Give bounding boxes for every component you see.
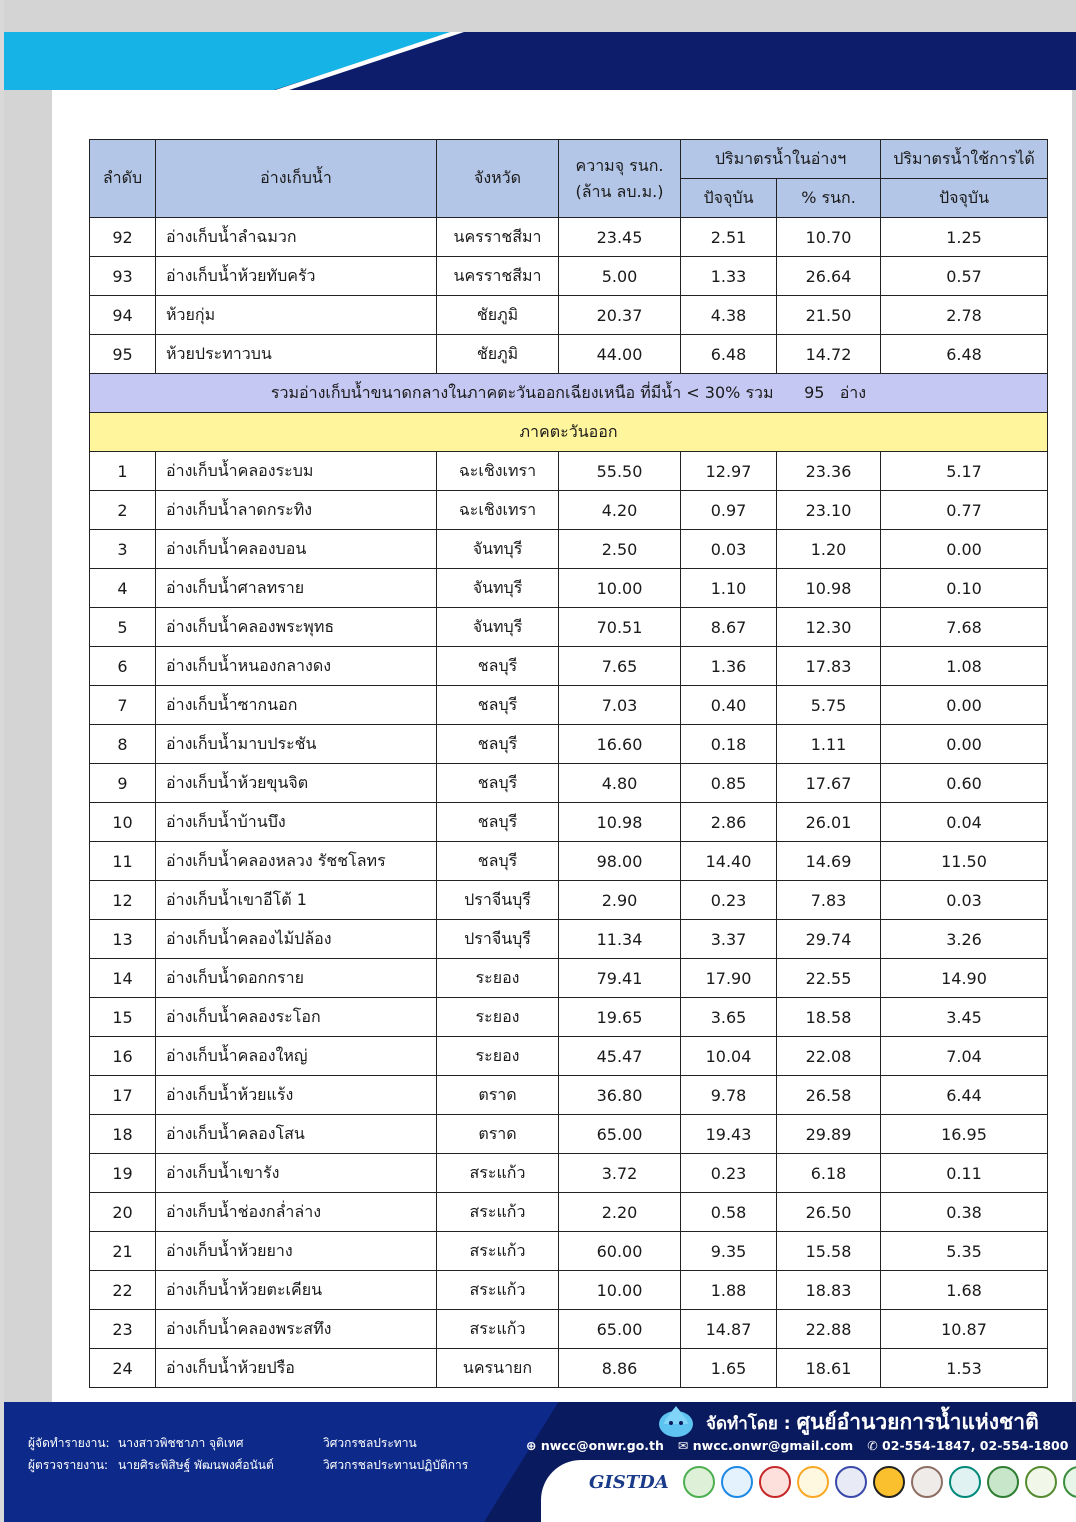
table-row bbox=[90, 257, 1048, 296]
row-number: 18 bbox=[90, 1115, 156, 1154]
region-label: ภาคตะวันออก bbox=[90, 413, 1048, 452]
table-row bbox=[90, 569, 1048, 608]
table-body-northeast bbox=[90, 218, 1048, 374]
province-name: ปราจีนบุรี bbox=[437, 920, 559, 959]
website-contact[interactable] bbox=[526, 1438, 664, 1453]
row-number: 24 bbox=[90, 1349, 156, 1388]
table-body-east bbox=[90, 452, 1048, 1388]
org-prefix: จัดทำโดย : bbox=[706, 1414, 791, 1434]
org-name: ศูนย์อำนวยการน้ำแห่งชาติ bbox=[796, 1410, 1039, 1434]
current-volume-value: 6.48 bbox=[681, 335, 777, 374]
current-volume-value: 0.23 bbox=[681, 1154, 777, 1193]
capacity-value: 11.34 bbox=[559, 920, 681, 959]
table-row bbox=[90, 803, 1048, 842]
table-row bbox=[90, 1349, 1048, 1388]
reservoir-name: อ่างเก็บน้ำช่องกล่ำล่าง bbox=[156, 1193, 437, 1232]
capacity-value: 16.60 bbox=[559, 725, 681, 764]
capacity-value: 3.72 bbox=[559, 1154, 681, 1193]
percent-capacity-value: 18.61 bbox=[777, 1349, 881, 1388]
capacity-value: 10.00 bbox=[559, 1271, 681, 1310]
percent-capacity-value: 12.30 bbox=[777, 608, 881, 647]
table-row bbox=[90, 1232, 1048, 1271]
usable-volume-value: 0.57 bbox=[881, 257, 1048, 296]
reservoir-table bbox=[89, 139, 1048, 1388]
usable-volume-value: 0.38 bbox=[881, 1193, 1048, 1232]
usable-volume-value: 7.04 bbox=[881, 1037, 1048, 1076]
table-row bbox=[90, 296, 1048, 335]
reporter-label: ผู้จัดทำรายงาน: bbox=[28, 1436, 110, 1450]
province-name: สระแก้ว bbox=[437, 1232, 559, 1271]
partner-logo-10-icon bbox=[1025, 1466, 1057, 1498]
table-row bbox=[90, 1115, 1048, 1154]
row-number: 8 bbox=[90, 725, 156, 764]
province-name: จันทบุรี bbox=[437, 569, 559, 608]
partner-logo-3-icon bbox=[759, 1466, 791, 1498]
percent-capacity-value: 7.83 bbox=[777, 881, 881, 920]
capacity-value: 44.00 bbox=[559, 335, 681, 374]
reviewer-label: ผู้ตรวจรายงาน: bbox=[28, 1458, 109, 1472]
current-volume-value: 10.04 bbox=[681, 1037, 777, 1076]
province-name: ชัยภูมิ bbox=[437, 296, 559, 335]
table-row bbox=[90, 1193, 1048, 1232]
province-name: จันทบุรี bbox=[437, 608, 559, 647]
usable-volume-value: 6.44 bbox=[881, 1076, 1048, 1115]
reviewer-row bbox=[28, 1454, 468, 1476]
capacity-value: 55.50 bbox=[559, 452, 681, 491]
reservoir-name: อ่างเก็บน้ำดอกกราย bbox=[156, 959, 437, 998]
percent-capacity-value: 18.58 bbox=[777, 998, 881, 1037]
percent-capacity-value: 29.74 bbox=[777, 920, 881, 959]
capacity-value: 2.50 bbox=[559, 530, 681, 569]
row-number: 2 bbox=[90, 491, 156, 530]
usable-volume-value: 7.68 bbox=[881, 608, 1048, 647]
current-volume-value: 8.67 bbox=[681, 608, 777, 647]
percent-capacity-value: 26.50 bbox=[777, 1193, 881, 1232]
gistda-logo: GISTDA bbox=[589, 1471, 669, 1493]
percent-capacity-value: 17.67 bbox=[777, 764, 881, 803]
percent-capacity-value: 10.70 bbox=[777, 218, 881, 257]
reservoir-name: อ่างเก็บน้ำคลองไม้ปล้อง bbox=[156, 920, 437, 959]
row-number: 23 bbox=[90, 1310, 156, 1349]
capacity-value: 65.00 bbox=[559, 1115, 681, 1154]
percent-capacity-value: 22.88 bbox=[777, 1310, 881, 1349]
province-name: สระแก้ว bbox=[437, 1154, 559, 1193]
current-volume-value: 0.85 bbox=[681, 764, 777, 803]
reservoir-name: ห้วยประทาวบน bbox=[156, 335, 437, 374]
usable-volume-value: 5.17 bbox=[881, 452, 1048, 491]
current-volume-value: 9.78 bbox=[681, 1076, 777, 1115]
header-volume-pct: % รนก. bbox=[777, 179, 881, 218]
percent-capacity-value: 15.58 bbox=[777, 1232, 881, 1271]
header-volume-current: ปัจจุบัน bbox=[681, 179, 777, 218]
partner-logo-11-icon bbox=[1063, 1466, 1076, 1498]
table-row bbox=[90, 1076, 1048, 1115]
usable-volume-value: 14.90 bbox=[881, 959, 1048, 998]
province-name: ชัยภูมิ bbox=[437, 335, 559, 374]
usable-volume-value: 0.10 bbox=[881, 569, 1048, 608]
current-volume-value: 19.43 bbox=[681, 1115, 777, 1154]
partner-logos bbox=[589, 1466, 1076, 1498]
capacity-value: 5.00 bbox=[559, 257, 681, 296]
contact-info bbox=[526, 1438, 1068, 1453]
province-name: สระแก้ว bbox=[437, 1310, 559, 1349]
capacity-value: 19.65 bbox=[559, 998, 681, 1037]
percent-capacity-value: 26.01 bbox=[777, 803, 881, 842]
reservoir-name: อ่างเก็บน้ำคลองบอน bbox=[156, 530, 437, 569]
percent-capacity-value: 26.58 bbox=[777, 1076, 881, 1115]
province-name: ตราด bbox=[437, 1076, 559, 1115]
current-volume-value: 9.35 bbox=[681, 1232, 777, 1271]
email-text: nwcc.onwr@gmail.com bbox=[692, 1438, 854, 1453]
province-name: ชลบุรี bbox=[437, 842, 559, 881]
usable-volume-value: 0.04 bbox=[881, 803, 1048, 842]
row-number: 15 bbox=[90, 998, 156, 1037]
usable-volume-value: 5.35 bbox=[881, 1232, 1048, 1271]
phone-icon: ✆ bbox=[867, 1438, 883, 1453]
province-name: ชลบุรี bbox=[437, 764, 559, 803]
row-number: 94 bbox=[90, 296, 156, 335]
row-number: 14 bbox=[90, 959, 156, 998]
current-volume-value: 0.97 bbox=[681, 491, 777, 530]
usable-volume-value: 0.60 bbox=[881, 764, 1048, 803]
row-number: 92 bbox=[90, 218, 156, 257]
summary-row bbox=[90, 374, 1048, 413]
current-volume-value: 1.33 bbox=[681, 257, 777, 296]
current-volume-value: 1.10 bbox=[681, 569, 777, 608]
usable-volume-value: 1.25 bbox=[881, 218, 1048, 257]
percent-capacity-value: 10.98 bbox=[777, 569, 881, 608]
current-volume-value: 0.03 bbox=[681, 530, 777, 569]
capacity-value: 10.00 bbox=[559, 569, 681, 608]
report-credits bbox=[28, 1432, 468, 1476]
partner-logo-6-icon bbox=[873, 1466, 905, 1498]
usable-volume-value: 16.95 bbox=[881, 1115, 1048, 1154]
row-number: 22 bbox=[90, 1271, 156, 1310]
header-usable-group: ปริมาตรน้ำใช้การได้ bbox=[881, 140, 1048, 179]
table-row bbox=[90, 1310, 1048, 1349]
usable-volume-value: 0.11 bbox=[881, 1154, 1048, 1193]
current-volume-value: 2.51 bbox=[681, 218, 777, 257]
province-name: ปราจีนบุรี bbox=[437, 881, 559, 920]
percent-capacity-value: 21.50 bbox=[777, 296, 881, 335]
reservoir-name: อ่างเก็บน้ำเขารัง bbox=[156, 1154, 437, 1193]
table-body-separators bbox=[90, 374, 1048, 452]
website-text: nwcc@onwr.go.th bbox=[540, 1438, 664, 1453]
header-no: ลำดับ bbox=[90, 140, 156, 218]
province-name: ชลบุรี bbox=[437, 686, 559, 725]
row-number: 19 bbox=[90, 1154, 156, 1193]
percent-capacity-value: 5.75 bbox=[777, 686, 881, 725]
current-volume-value: 3.37 bbox=[681, 920, 777, 959]
table-row bbox=[90, 920, 1048, 959]
reservoir-name: อ่างเก็บน้ำคลองระโอก bbox=[156, 998, 437, 1037]
table-row bbox=[90, 842, 1048, 881]
top-banner bbox=[4, 32, 1076, 90]
header-reservoir: อ่างเก็บน้ำ bbox=[156, 140, 437, 218]
reservoir-name: อ่างเก็บน้ำคลองระบม bbox=[156, 452, 437, 491]
table-row bbox=[90, 452, 1048, 491]
reservoir-name: อ่างเก็บน้ำห้วยยาง bbox=[156, 1232, 437, 1271]
current-volume-value: 0.58 bbox=[681, 1193, 777, 1232]
current-volume-value: 1.65 bbox=[681, 1349, 777, 1388]
table-row bbox=[90, 530, 1048, 569]
row-number: 95 bbox=[90, 335, 156, 374]
reservoir-name: อ่างเก็บน้ำห้วยแร้ง bbox=[156, 1076, 437, 1115]
capacity-value: 2.90 bbox=[559, 881, 681, 920]
reporter-role: วิศวกรชลประทาน bbox=[323, 1436, 417, 1450]
capacity-value: 4.20 bbox=[559, 491, 681, 530]
current-volume-value: 14.87 bbox=[681, 1310, 777, 1349]
current-volume-value: 0.18 bbox=[681, 725, 777, 764]
current-volume-value: 0.40 bbox=[681, 686, 777, 725]
percent-capacity-value: 23.36 bbox=[777, 452, 881, 491]
usable-volume-value: 2.78 bbox=[881, 296, 1048, 335]
capacity-value: 10.98 bbox=[559, 803, 681, 842]
province-name: ฉะเชิงเทรา bbox=[437, 452, 559, 491]
summary-text: รวมอ่างเก็บน้ำขนาดกลางในภาคตะวันออกเฉียงเหนือ ที่มีน้ำ < 30% รวม 95 อ่าง bbox=[90, 374, 1048, 413]
globe-icon: ⊕ bbox=[526, 1438, 541, 1453]
table-row bbox=[90, 608, 1048, 647]
percent-capacity-value: 14.69 bbox=[777, 842, 881, 881]
reservoir-name: อ่างเก็บน้ำลำฉมวก bbox=[156, 218, 437, 257]
capacity-value: 60.00 bbox=[559, 1232, 681, 1271]
capacity-value: 4.80 bbox=[559, 764, 681, 803]
capacity-value: 7.65 bbox=[559, 647, 681, 686]
province-name: สระแก้ว bbox=[437, 1193, 559, 1232]
table-row bbox=[90, 959, 1048, 998]
reservoir-name: อ่างเก็บน้ำซากนอก bbox=[156, 686, 437, 725]
province-name: ระยอง bbox=[437, 1037, 559, 1076]
province-name: ตราด bbox=[437, 1115, 559, 1154]
usable-volume-value: 0.03 bbox=[881, 881, 1048, 920]
usable-volume-value: 0.00 bbox=[881, 725, 1048, 764]
reporter-row bbox=[28, 1432, 468, 1454]
row-number: 3 bbox=[90, 530, 156, 569]
percent-capacity-value: 23.10 bbox=[777, 491, 881, 530]
reviewer-name: นายศิระพิสิษฐ์ พัฒนพงศ์อนันต์ bbox=[118, 1458, 274, 1472]
percent-capacity-value: 22.08 bbox=[777, 1037, 881, 1076]
reservoir-name: อ่างเก็บน้ำคลองใหญ่ bbox=[156, 1037, 437, 1076]
capacity-value: 2.20 bbox=[559, 1193, 681, 1232]
header-volume-group: ปริมาตรน้ำในอ่างฯ bbox=[681, 140, 881, 179]
partner-logo-8-icon bbox=[949, 1466, 981, 1498]
reservoir-name: อ่างเก็บน้ำห้วยทับครัว bbox=[156, 257, 437, 296]
reviewer-role: วิศวกรชลประทานปฏิบัติการ bbox=[323, 1458, 469, 1472]
table-row bbox=[90, 1037, 1048, 1076]
table-row bbox=[90, 335, 1048, 374]
reservoir-name: อ่างเก็บน้ำห้วยปรือ bbox=[156, 1349, 437, 1388]
row-number: 7 bbox=[90, 686, 156, 725]
current-volume-value: 14.40 bbox=[681, 842, 777, 881]
capacity-value: 98.00 bbox=[559, 842, 681, 881]
org-title bbox=[706, 1406, 1039, 1439]
current-volume-value: 1.88 bbox=[681, 1271, 777, 1310]
current-volume-value: 17.90 bbox=[681, 959, 777, 998]
current-volume-value: 4.38 bbox=[681, 296, 777, 335]
reservoir-name: อ่างเก็บน้ำเขาอีโต้ 1 bbox=[156, 881, 437, 920]
header-province: จังหวัด bbox=[437, 140, 559, 218]
partner-logo-1-icon bbox=[683, 1466, 715, 1498]
row-number: 5 bbox=[90, 608, 156, 647]
current-volume-value: 0.23 bbox=[681, 881, 777, 920]
reservoir-name: อ่างเก็บน้ำลาดกระทิง bbox=[156, 491, 437, 530]
reservoir-name: อ่างเก็บน้ำคลองพระสทึง bbox=[156, 1310, 437, 1349]
percent-capacity-value: 29.89 bbox=[777, 1115, 881, 1154]
capacity-value: 23.45 bbox=[559, 218, 681, 257]
table-row bbox=[90, 491, 1048, 530]
capacity-value: 8.86 bbox=[559, 1349, 681, 1388]
row-number: 93 bbox=[90, 257, 156, 296]
water-drop-icon bbox=[656, 1404, 696, 1438]
email-contact[interactable] bbox=[678, 1438, 853, 1453]
reservoir-name: อ่างเก็บน้ำคลองพระพุทธ bbox=[156, 608, 437, 647]
partner-logo-5-icon bbox=[835, 1466, 867, 1498]
row-number: 13 bbox=[90, 920, 156, 959]
usable-volume-value: 0.00 bbox=[881, 530, 1048, 569]
capacity-value: 65.00 bbox=[559, 1310, 681, 1349]
capacity-value: 70.51 bbox=[559, 608, 681, 647]
header-usable-current: ปัจจุบัน bbox=[881, 179, 1048, 218]
reservoir-name: ห้วยกุ่ม bbox=[156, 296, 437, 335]
current-volume-value: 3.65 bbox=[681, 998, 777, 1037]
percent-capacity-value: 1.11 bbox=[777, 725, 881, 764]
banner-cyan-shape bbox=[4, 32, 454, 90]
usable-volume-value: 10.87 bbox=[881, 1310, 1048, 1349]
usable-volume-value: 6.48 bbox=[881, 335, 1048, 374]
percent-capacity-value: 14.72 bbox=[777, 335, 881, 374]
table-row bbox=[90, 686, 1048, 725]
mail-icon: ✉ bbox=[677, 1438, 693, 1453]
row-number: 20 bbox=[90, 1193, 156, 1232]
row-number: 16 bbox=[90, 1037, 156, 1076]
table-row bbox=[90, 764, 1048, 803]
row-number: 9 bbox=[90, 764, 156, 803]
row-number: 17 bbox=[90, 1076, 156, 1115]
row-number: 21 bbox=[90, 1232, 156, 1271]
province-name: ฉะเชิงเทรา bbox=[437, 491, 559, 530]
header-capacity-line1: ความจุ รนก. bbox=[575, 155, 664, 175]
phone-text: 02-554-1847, 02-554-1800 bbox=[882, 1438, 1069, 1453]
reservoir-name: อ่างเก็บน้ำคลองโสน bbox=[156, 1115, 437, 1154]
reporter-name: นางสาวพิชชาภา จุติเทศ bbox=[118, 1436, 244, 1450]
reservoir-name: อ่างเก็บน้ำห้วยตะเคียน bbox=[156, 1271, 437, 1310]
province-name: ชลบุรี bbox=[437, 647, 559, 686]
row-number: 1 bbox=[90, 452, 156, 491]
phone-contact bbox=[867, 1438, 1068, 1453]
usable-volume-value: 1.53 bbox=[881, 1349, 1048, 1388]
table-row bbox=[90, 218, 1048, 257]
row-number: 11 bbox=[90, 842, 156, 881]
province-name: นครราชสีมา bbox=[437, 218, 559, 257]
partner-logo-7-icon bbox=[911, 1466, 943, 1498]
capacity-value: 7.03 bbox=[559, 686, 681, 725]
row-number: 12 bbox=[90, 881, 156, 920]
table-row bbox=[90, 1154, 1048, 1193]
capacity-value: 20.37 bbox=[559, 296, 681, 335]
header-capacity bbox=[559, 140, 681, 218]
province-name: ระยอง bbox=[437, 959, 559, 998]
table-row bbox=[90, 881, 1048, 920]
usable-volume-value: 0.00 bbox=[881, 686, 1048, 725]
reservoir-name: อ่างเก็บน้ำห้วยขุนจิต bbox=[156, 764, 437, 803]
percent-capacity-value: 22.55 bbox=[777, 959, 881, 998]
partner-logo-4-icon bbox=[797, 1466, 829, 1498]
row-number: 6 bbox=[90, 647, 156, 686]
row-number: 10 bbox=[90, 803, 156, 842]
usable-volume-value: 0.77 bbox=[881, 491, 1048, 530]
reservoir-name: อ่างเก็บน้ำหนองกลางดง bbox=[156, 647, 437, 686]
province-name: จันทบุรี bbox=[437, 530, 559, 569]
province-name: ชลบุรี bbox=[437, 803, 559, 842]
reservoir-name: อ่างเก็บน้ำศาลทราย bbox=[156, 569, 437, 608]
table-row bbox=[90, 725, 1048, 764]
percent-capacity-value: 17.83 bbox=[777, 647, 881, 686]
reservoir-name: อ่างเก็บน้ำบ้านบึง bbox=[156, 803, 437, 842]
usable-volume-value: 1.08 bbox=[881, 647, 1048, 686]
current-volume-value: 2.86 bbox=[681, 803, 777, 842]
footer bbox=[4, 1402, 1076, 1522]
usable-volume-value: 1.68 bbox=[881, 1271, 1048, 1310]
reservoir-name: อ่างเก็บน้ำคลองหลวง รัชชโลทร bbox=[156, 842, 437, 881]
percent-capacity-value: 1.20 bbox=[777, 530, 881, 569]
table-row bbox=[90, 998, 1048, 1037]
capacity-value: 45.47 bbox=[559, 1037, 681, 1076]
table-row bbox=[90, 1271, 1048, 1310]
partner-logo-9-icon bbox=[987, 1466, 1019, 1498]
percent-capacity-value: 26.64 bbox=[777, 257, 881, 296]
current-volume-value: 12.97 bbox=[681, 452, 777, 491]
reservoir-table-container bbox=[89, 139, 1047, 1388]
percent-capacity-value: 18.83 bbox=[777, 1271, 881, 1310]
province-name: ชลบุรี bbox=[437, 725, 559, 764]
reservoir-name: อ่างเก็บน้ำมาบประชัน bbox=[156, 725, 437, 764]
percent-capacity-value: 6.18 bbox=[777, 1154, 881, 1193]
usable-volume-value: 3.45 bbox=[881, 998, 1048, 1037]
capacity-value: 79.41 bbox=[559, 959, 681, 998]
capacity-value: 36.80 bbox=[559, 1076, 681, 1115]
row-number: 4 bbox=[90, 569, 156, 608]
region-row bbox=[90, 413, 1048, 452]
usable-volume-value: 3.26 bbox=[881, 920, 1048, 959]
province-name: นครนายก bbox=[437, 1349, 559, 1388]
usable-volume-value: 11.50 bbox=[881, 842, 1048, 881]
province-name: นครราชสีมา bbox=[437, 257, 559, 296]
province-name: สระแก้ว bbox=[437, 1271, 559, 1310]
table-row bbox=[90, 647, 1048, 686]
header-capacity-line2: (ล้าน ลบ.ม.) bbox=[575, 181, 664, 201]
partner-logo-2-icon bbox=[721, 1466, 753, 1498]
current-volume-value: 1.36 bbox=[681, 647, 777, 686]
province-name: ระยอง bbox=[437, 998, 559, 1037]
